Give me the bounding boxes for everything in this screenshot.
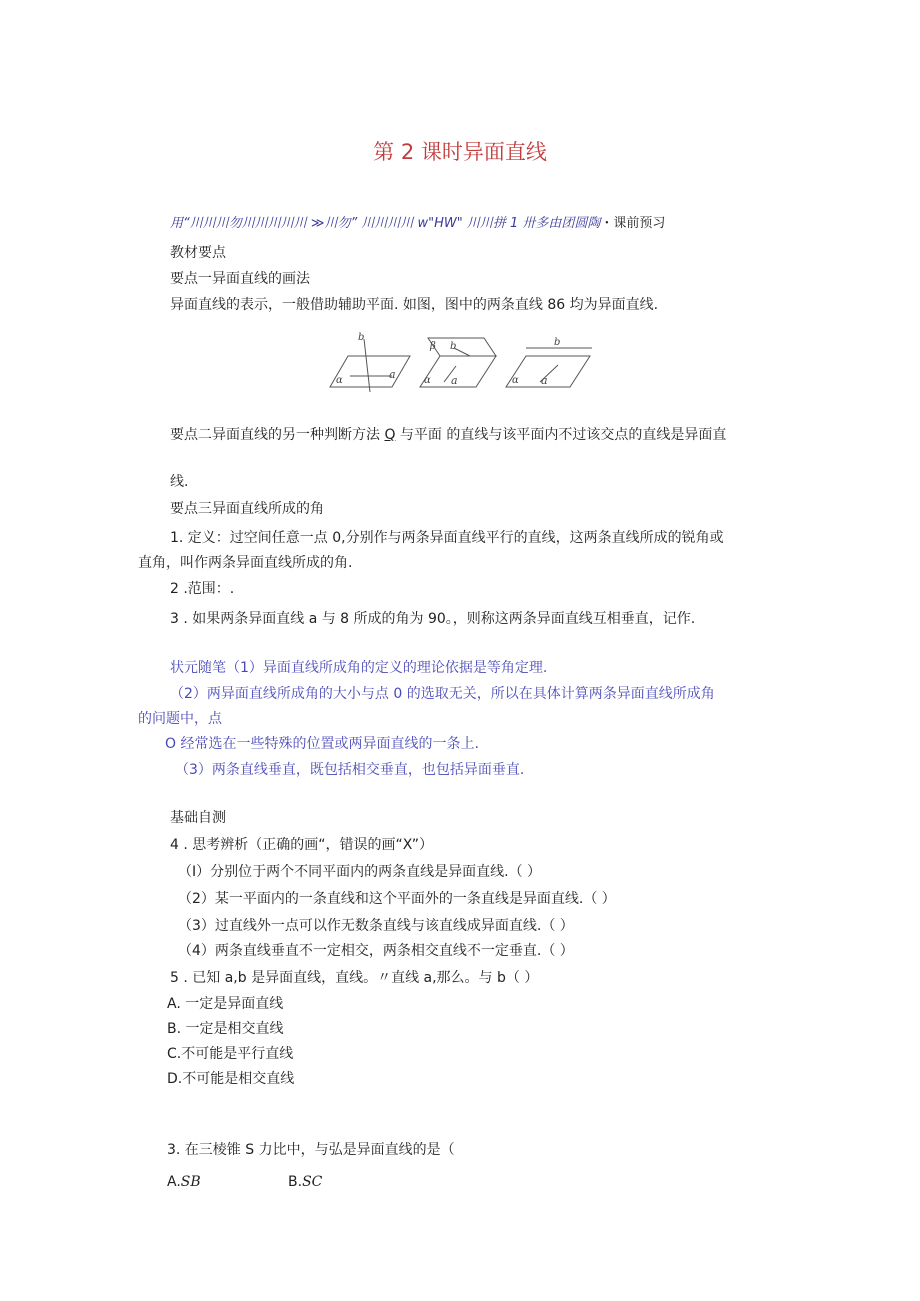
point3-item3: 3 . 如果两条异面直线 a 与 8 所成的角为 90。，则称这两条异面直线互相垂直，记作. [170, 611, 696, 627]
point1-heading: 要点一异面直线的画法 [170, 271, 310, 287]
point2-text: 要点二异面直线的另一种判断方法 Q 与平面 的直线与该平面内不过该交点的直线是异面直 [170, 427, 727, 443]
q4-stem: 4 . 思考辨析（正确的画“，错误的画“X”） [170, 837, 434, 853]
note-line-1: 状元随笔（1）异面直线所成角的定义的理论依据是等角定理. [170, 660, 548, 676]
q4-item-3: （3）过直线外一点可以作无数条直线与该直线成异面直线.（ ） [178, 918, 574, 934]
note-line-4: O 经常选在一些特殊的位置或两异面直线的一条上. [165, 736, 479, 752]
figure-label-a-1: a [389, 368, 396, 381]
figure-label-b-1: b [358, 332, 365, 343]
note-line-5: （3）两条直线垂直，既包括相交垂直，也包括异面垂直. [175, 762, 525, 778]
banner-decoration: 用“川川川勿川川川川川 ≫川勿” 川川川川 w"HW" 川川拼 1 卅多由团圆陶 [170, 216, 601, 231]
q3-option-b [288, 1172, 322, 1192]
q5-option-d: D.不可能是相交直线 [167, 1071, 295, 1087]
q3-option-a [167, 1172, 201, 1192]
note-line-3: 的问题中，点 [138, 711, 222, 727]
point3-item1-line2: 直角，叫作两条异面直线所成的角. [138, 555, 353, 571]
page-title: 第 2 课时异面直线 [373, 140, 547, 164]
q3-option-a-value: SB [180, 1174, 201, 1190]
figure-label-a-3: a [541, 374, 548, 387]
note-line-2: （2）两异面直线所成角的大小与点 0 的选取无关，所以在具体计算两条异面直线所成角 [170, 686, 715, 702]
q4-item-1: （I）分别位于两个不同平面内的两条直线是异面直线.（ ） [178, 864, 542, 880]
section-banner [170, 212, 665, 231]
point3-item2: 2 .范围：. [170, 581, 235, 597]
figure-label-beta-2: β [430, 341, 436, 352]
self-test-heading: 基础自测 [170, 810, 226, 826]
q5-option-b: B. 一定是相交直线 [167, 1021, 284, 1037]
q3-option-b-label: B. [288, 1174, 303, 1190]
point1-text: 异面直线的表示，一般借助辅助平面. 如图，图中的两条直线 86 均为异面直线. [170, 297, 659, 313]
q4-item-2: （2）某一平面内的一条直线和这个平面外的一条直线是异面直线.（ ） [178, 891, 616, 907]
q3-stem: 3. 在三棱锥 S 力比中，与弘是异面直线的是（ [167, 1142, 455, 1158]
point2-continuation: 线. [170, 474, 189, 490]
q5-stem: 5 . 已知 a,b 是异面直线，直线。〃直线 a,那么。与 b（ ） [170, 970, 539, 986]
section-heading-textbook-points: 教材要点 [170, 245, 226, 261]
point3-item1-line1: 1. 定义：过空间任意一点 0,分别作与两条异面直线平行的直线，这两条直线所成的锐角或 [170, 530, 724, 546]
banner-label: ・课前预习 [600, 216, 666, 231]
q4-item-4: （4）两条直线垂直不一定相交，两条相交直线不一定垂直.（ ） [178, 943, 574, 959]
figure-label-b-3: b [554, 337, 561, 348]
point2-underlined: Q [384, 427, 396, 443]
q3-option-a-label: A. [167, 1174, 181, 1190]
figure-panel-3 [506, 348, 592, 387]
figure-label-alpha-2: α [424, 375, 431, 386]
point3-heading: 要点三异面直线所成的角 [170, 501, 324, 517]
figure-label-alpha-1: α [336, 375, 343, 386]
figure-label-a-2: a [451, 374, 458, 387]
figure-label-alpha-3: α [512, 375, 519, 386]
q3-option-b-value: SC [302, 1174, 323, 1190]
figure-label-b-2: b [450, 341, 457, 352]
q5-option-a: A. 一定是异面直线 [167, 996, 284, 1012]
q5-option-c: C.不可能是平行直线 [167, 1046, 294, 1062]
skew-lines-figure [326, 330, 594, 392]
